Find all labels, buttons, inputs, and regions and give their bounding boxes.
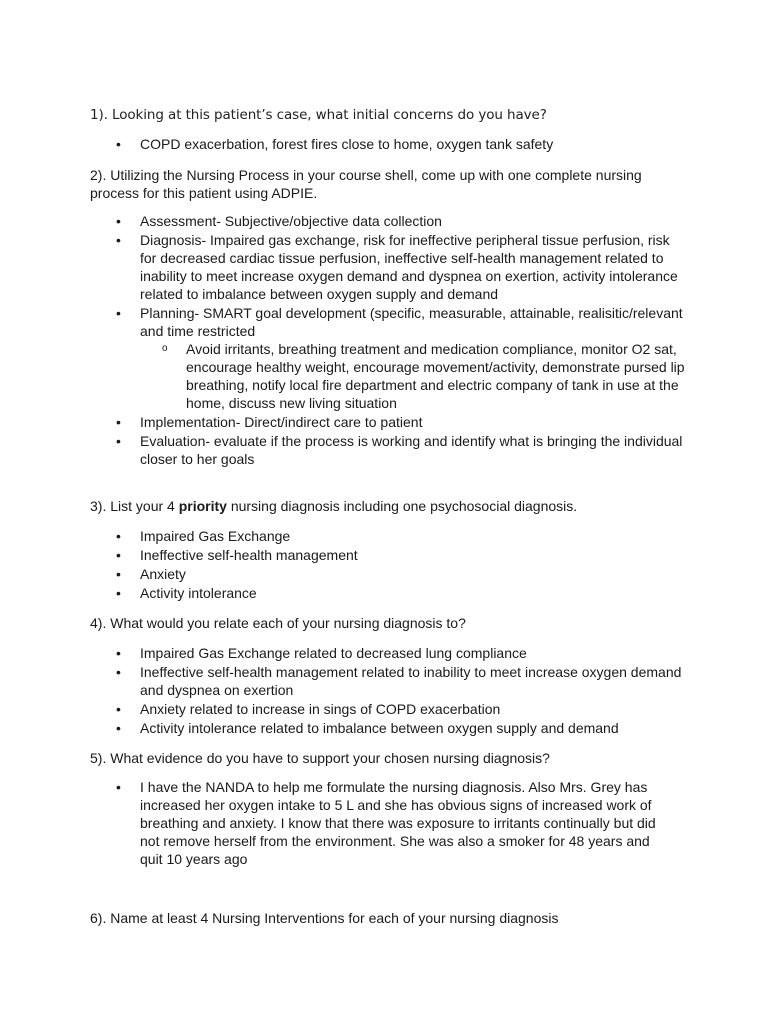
list-item: • Anxiety bbox=[116, 565, 686, 583]
list-item: • Anxiety related to increase in sings of COPD exacerbation bbox=[116, 700, 686, 718]
list-item: • Activity intolerance bbox=[116, 584, 686, 602]
list-item: • Diagnosis- Impaired gas exchange, risk for ineffective peripheral tissue perfusion, risk for decreased cardiac tissue perfusion, ineffective self-health management related to inability to meet increase oxygen demand and dyspnea on exertion, activity intolerance related to imbalance between oxygen supply and demand bbox=[116, 231, 686, 303]
sub-list-item: o Avoid irritants, breathing treatment and medication compliance, monitor O2 sat, encourage healthy weight, encourage movement/activity, demonstrate pursed lip breathing, notify local fire department and electric company of tank in use at the home, discuss new living situation bbox=[162, 340, 686, 412]
question-3 bbox=[90, 497, 690, 515]
question-1-answers bbox=[116, 135, 686, 154]
question-4: 4). What would you relate each of your nursing diagnosis to? bbox=[90, 615, 466, 631]
question-5: 5). What evidence do you have to support your chosen nursing diagnosis? bbox=[90, 750, 550, 766]
question-3-text-b: nursing diagnosis including one psychosocial diagnosis. bbox=[226, 498, 578, 514]
list-item bbox=[116, 304, 686, 412]
question-1: 1). Looking at this patient’s case, what initial concerns do you have? bbox=[90, 107, 547, 123]
list-item: • COPD exacerbation, forest fires close to home, oxygen tank safety bbox=[116, 135, 686, 153]
list-item: • I have the NANDA to help me formulate the nursing diagnosis. Also Mrs. Grey has increased her oxygen intake to 5 L and she has obvious signs of increased work of breathing and anxiety. I know that there was exposure to irritants continually but did not remove herself from the environment. She was also a smoker for 48 years and quit 10 years ago bbox=[116, 778, 664, 868]
list-item: • Ineffective self-health management related to inability to meet increase oxygen demand and dyspnea on exertion bbox=[116, 663, 686, 699]
list-item: • Assessment- Subjective/objective data collection bbox=[116, 212, 686, 230]
list-item: • Evaluation- evaluate if the process is working and identify what is bringing the individual closer to her goals bbox=[116, 432, 686, 468]
question-2: 2). Utilizing the Nursing Process in your course shell, come up with one complete nursing process for this patient using ADPIE. bbox=[90, 167, 642, 201]
question-3-text-a: 3). List your 4 bbox=[90, 498, 179, 514]
planning-text: Planning- SMART goal development (specific, measurable, attainable, realisitic/relevant and time restricted bbox=[140, 305, 683, 339]
question-6: 6). Name at least 4 Nursing Interventions for each of your nursing diagnosis bbox=[90, 910, 559, 926]
question-4-answers bbox=[116, 644, 686, 738]
question-5-answers bbox=[116, 778, 664, 869]
question-3-answers bbox=[116, 527, 686, 603]
list-item: • Implementation- Direct/indirect care to patient bbox=[116, 413, 686, 431]
planning-sublist bbox=[140, 340, 686, 412]
list-item: • Ineffective self-health management bbox=[116, 546, 686, 564]
question-3-emphasis: priority bbox=[178, 498, 227, 514]
question-2-answers bbox=[116, 212, 686, 469]
list-item: • Activity intolerance related to imbalance between oxygen supply and demand bbox=[116, 719, 686, 737]
list-item: • Impaired Gas Exchange related to decreased lung compliance bbox=[116, 644, 686, 662]
list-item: • Impaired Gas Exchange bbox=[116, 527, 686, 545]
